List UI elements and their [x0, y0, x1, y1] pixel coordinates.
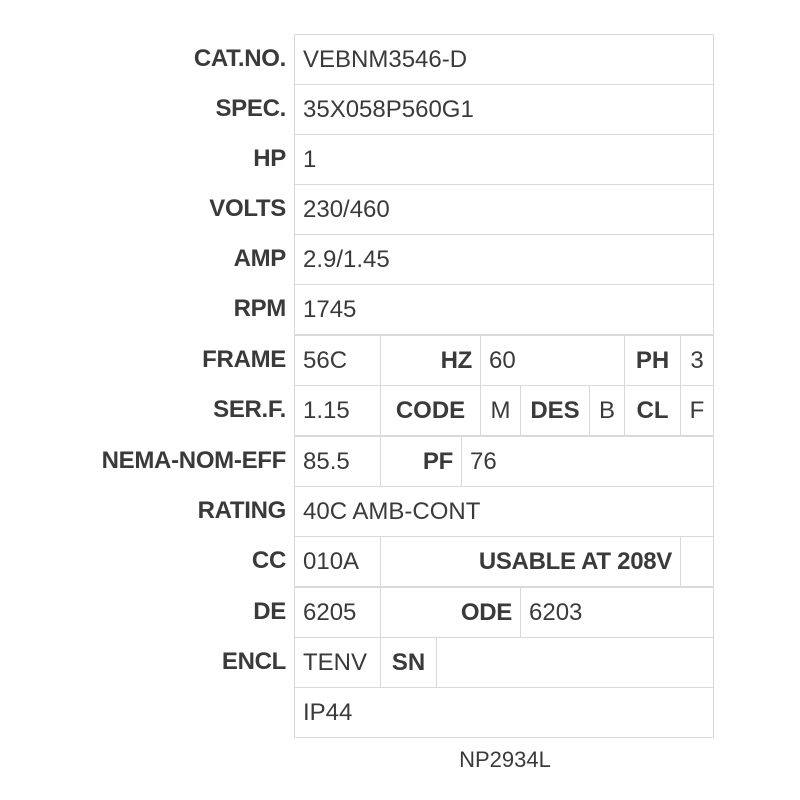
amp-value: 2.9/1.45	[294, 234, 714, 285]
de-label: DE	[253, 598, 286, 625]
encl-value: TENV	[294, 637, 381, 688]
amp-label: AMP	[233, 245, 286, 272]
nameplate-code: NP2934L	[459, 747, 551, 772]
volts-value: 230/460	[294, 184, 714, 235]
cat-no-label: CAT.NO.	[193, 45, 286, 72]
hz-label: HZ	[380, 335, 481, 386]
serf-value: 1.15	[294, 385, 381, 436]
rpm-value: 1745	[294, 284, 714, 335]
ip-rating-value: IP44	[294, 687, 714, 738]
des-value: B	[589, 385, 625, 436]
rpm-label: RPM	[233, 295, 286, 322]
pf-label: PF	[380, 436, 462, 487]
code-value: M	[480, 385, 521, 436]
de-value: 6205	[294, 587, 381, 638]
cl-label: CL	[624, 385, 681, 436]
nema-value: 85.5	[294, 436, 381, 487]
spec-value: 35X058P560G1	[294, 84, 714, 135]
cl-value: F	[680, 385, 714, 436]
usable-note: USABLE AT 208V	[380, 536, 681, 587]
volts-label: VOLTS	[209, 195, 286, 222]
spec-label: SPEC.	[215, 95, 286, 122]
ode-label: ODE	[380, 587, 521, 638]
frame-value: 56C	[294, 335, 381, 386]
nema-label: NEMA-NOM-EFF	[101, 447, 286, 474]
hz-value: 60	[480, 335, 625, 386]
des-label: DES	[520, 385, 590, 436]
sn-label: SN	[380, 637, 437, 688]
ode-value: 6203	[520, 587, 714, 638]
pf-value: 76	[461, 436, 714, 487]
hp-label: HP	[253, 145, 286, 172]
code-label: CODE	[380, 385, 481, 436]
encl-label: ENCL	[221, 648, 286, 675]
frame-label: FRAME	[202, 346, 286, 373]
rating-value: 40C AMB-CONT	[294, 486, 714, 537]
ph-value: 3	[680, 335, 714, 386]
ph-label: PH	[624, 335, 681, 386]
hp-value: 1	[294, 134, 714, 185]
serf-label: SER.F.	[213, 396, 286, 423]
cc-value: 010A	[294, 536, 381, 587]
sn-value	[436, 637, 714, 688]
cat-no-value: VEBNM3546-D	[294, 34, 714, 85]
cc-blank-cell	[680, 536, 714, 587]
rating-label: RATING	[197, 497, 286, 524]
cc-label: CC	[251, 547, 286, 574]
